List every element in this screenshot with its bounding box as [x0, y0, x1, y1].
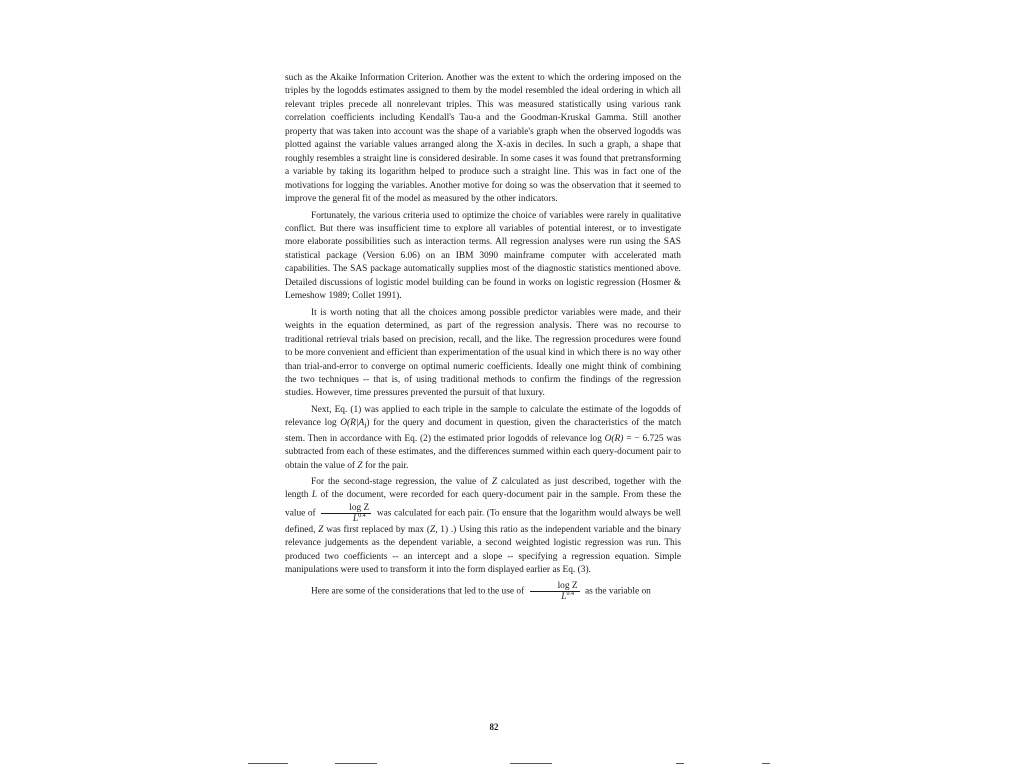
- fraction-denominator: [321, 514, 371, 524]
- p5-text-e: was first replaced by max (: [326, 524, 430, 535]
- scan-mark-3: [510, 763, 552, 764]
- paragraph-4: [285, 404, 681, 473]
- p4-math-odds-r: O(R): [604, 433, 624, 444]
- fraction-numerator-2: log Z: [530, 581, 580, 592]
- fraction-logz-over-l-2: [530, 581, 580, 602]
- p5-text-d: was calculated for each pair. (To ensure that the logarithm would always be well defined,: [285, 508, 681, 535]
- scan-mark-4: [676, 763, 684, 764]
- scan-mark-5: [762, 763, 770, 764]
- p4-math-z: Z: [357, 460, 363, 471]
- p6-text-b: as the variable on: [584, 586, 651, 597]
- fraction-den-base: L: [352, 513, 359, 524]
- p5-text-b: calculated as just described, together with the length: [285, 477, 682, 501]
- p5-text-c: of the document, were recorded for each query-document pair in the sample. From these the value of: [285, 490, 681, 519]
- p6-text-a: Here are some of the considerations that led to the use of: [311, 586, 525, 597]
- p4-text-a: Next, Eq. (1) was applied to each triple in the sample to calculate the estimate of the logodds of relevance log: [285, 404, 681, 429]
- text-column: [285, 72, 681, 602]
- p5-math-z2: Z: [318, 524, 324, 535]
- p4-text-d: for the pair.: [364, 460, 409, 471]
- paragraph-6: [285, 581, 681, 602]
- scan-mark-1: [248, 763, 288, 764]
- paragraph-3: It is worth noting that all the choices among possible predictor variables were made, and their weights in the equation determined, as part of the regression analysis. There was no recourse to traditional retrieval trials based on precision, recall, and the like. The regression procedures were found to be more convenient and efficient than experimentation of the usual kind in which there is no way other than trial-and-error to converge on optimal numeric coefficients. Ideally one might think of combining the two techniques -- that is, of using traditional methods to confirm the findings of the regression studies. However, time pressures prevented the pursuit of that luxury.: [285, 307, 681, 399]
- fraction-den-exp-2: 0.4: [566, 590, 574, 597]
- p5-math-l: L: [311, 490, 318, 501]
- paragraph-1: such as the Akaike Information Criterion. Another was the extent to which the ordering imposed on the triples by the logodds estimates assigned to them by the model resembled the ideal ordering in which all relevant triples precede all nonrelevant triples. This was measured statistically using various rank correlation coefficients including Kendall's Tau-a and the Goodman-Kruskal Gamma. Still another property that was taken into account was the shape of a variable's graph when the observed logodds was plotted against the variable values arranged along the X-axis in deciles. In such a graph, a shape that roughly resembles a straight line is considered desirable. In some cases it was found that pretransforming a variable by taking its logarithm helped to produce such a straight line. This was in fact one of the motivations for logging the variables. Another motive for doing so was the observation that it seemed to improve the general fit of the model as measured by the other indicators.: [285, 73, 681, 205]
- scan-mark-2: [335, 763, 377, 764]
- p4-math-odds-ra: O(R|A: [340, 418, 365, 429]
- fraction-den-base-2: L: [561, 591, 567, 602]
- fraction-den-exp: 0.4: [358, 512, 366, 519]
- paragraph-2: Fortunately, the various criteria used to optimize the choice of variables were rarely in qualitative conflict. But there was insufficient time to explore all variables of potential interest, or to investigate more elaborate possibilities such as interaction terms. All regression analyses were run using the SAS statistical package (Version 6.06) on an IBM 3090 mainframe computer with accelerated math capabilities. The SAS package automatically supplies most of the diagnostic statistics mentioned above. Detailed discussions of logistic model building can be found in works on logistic regression (Hosmer & Lemeshow 1989; Collet 1991).: [285, 210, 681, 302]
- p4-text-c: = − 6.725 was subtracted from each of these estimates, and the differences summed within each query-document pair to obtain the value of: [285, 433, 682, 471]
- paragraph-5: [285, 476, 681, 578]
- page-number: 82: [489, 722, 499, 732]
- fraction-logz-over-l: [321, 503, 371, 524]
- p5-text-a: For the second-stage regression, the value of: [311, 477, 488, 488]
- p4-math-sub-i: i: [364, 421, 367, 431]
- p5-text-f: , 1) .) Using this ratio as the independent variable and the binary relevance judgements as the dependent variable, a second weighted logistic regression was run. This produced two coefficients -- an intercept and a slope -- specifying a regression equation. Simple manipulations were used to transform it into the form displayed earlier as Eq. (3).: [285, 524, 682, 576]
- p5-math-z3: Z: [429, 524, 436, 535]
- fraction-numerator: log Z: [321, 503, 371, 514]
- p4-text-b: ) for the query and document in question, given the characteristics of the match stem. Then in accordance with Eq. (2) the estimated prior logodds of relevance log: [285, 418, 682, 444]
- p5-math-z: Z: [491, 477, 498, 488]
- fraction-denominator-2: [530, 592, 580, 602]
